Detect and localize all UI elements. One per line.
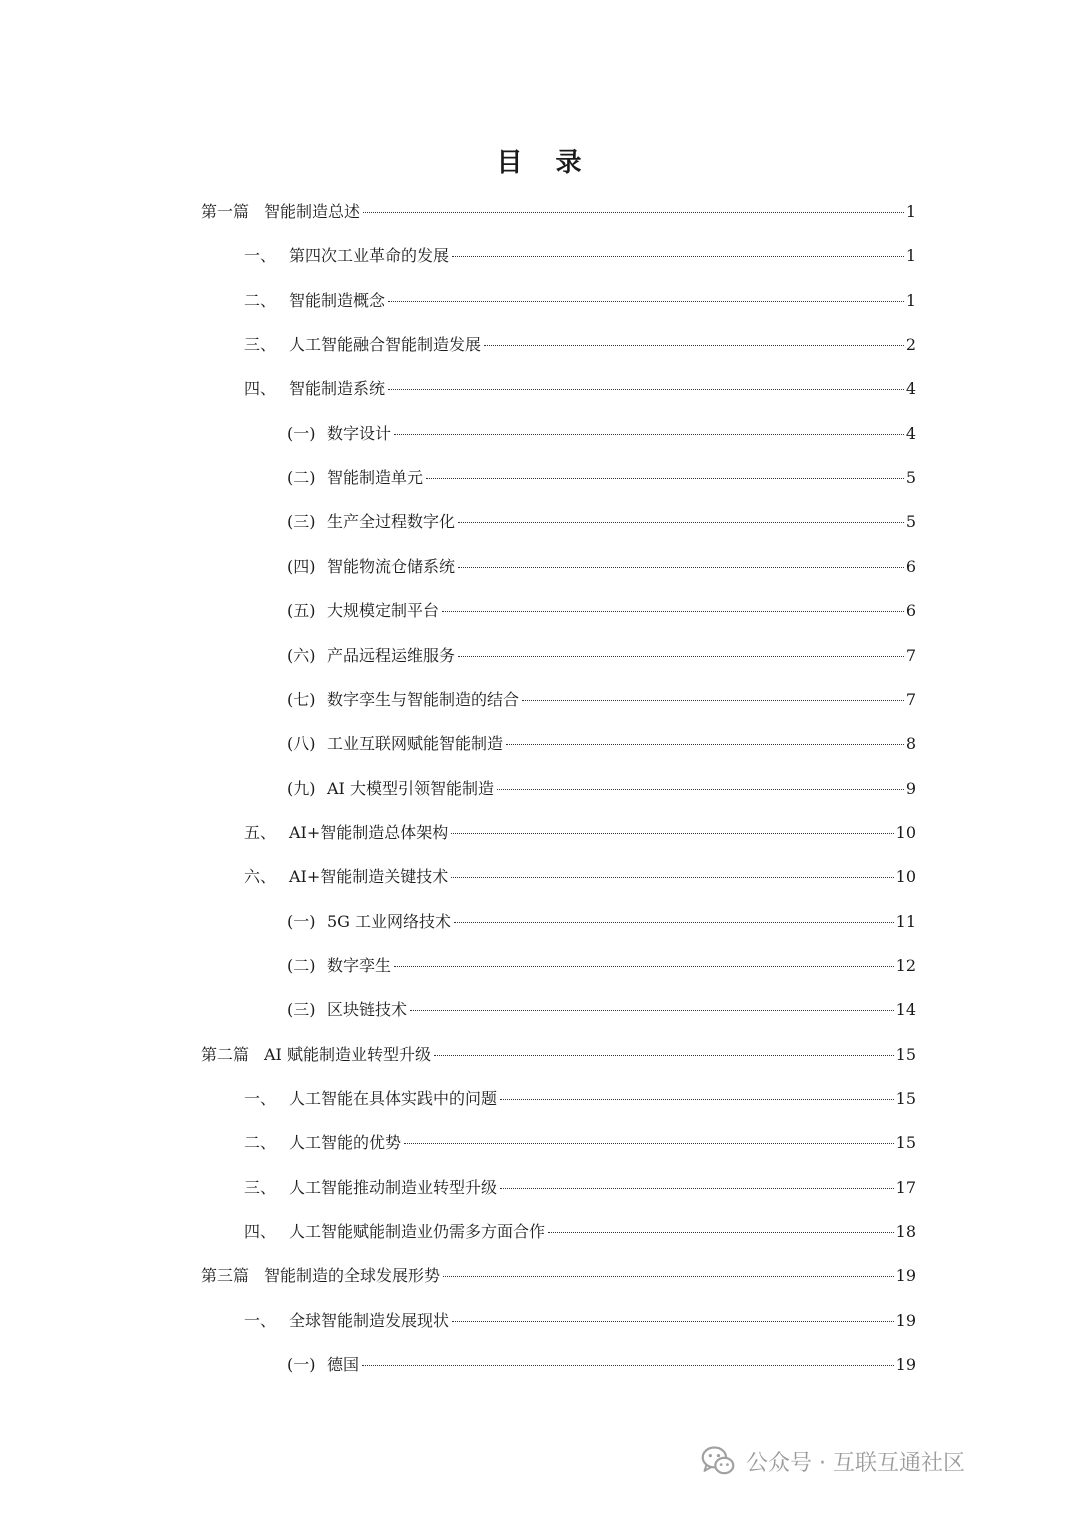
toc-entry-title: 5G 工业网络技术 (327, 912, 452, 931)
toc-entry-number: 四、 (244, 379, 277, 398)
toc-entry-title: AI 赋能制造业转型升级 (264, 1045, 431, 1064)
toc-entry-page-number: 5 (905, 468, 916, 487)
toc-entry[interactable] (287, 1354, 916, 1376)
toc-entry-page-number: 15 (895, 1089, 916, 1108)
toc-entry-title: 人工智能赋能制造业仍需多方面合作 (289, 1222, 546, 1241)
toc-entry-title: 数字设计 (327, 424, 392, 443)
toc-leader-dots (362, 1365, 894, 1366)
toc-entry[interactable] (244, 1177, 916, 1199)
toc-entry[interactable] (287, 600, 916, 622)
toc-entry-title: 人工智能在具体实践中的问题 (289, 1089, 498, 1108)
toc-entry-page-number: 12 (895, 956, 916, 975)
toc-entry-number: (五) (287, 601, 316, 620)
toc-entry-page-number: 4 (905, 379, 916, 398)
toc-entry[interactable] (244, 866, 916, 888)
toc-entry-number: (二) (287, 956, 316, 975)
toc-entry-page-number: 4 (905, 424, 916, 443)
toc-entry-number: 第一篇 (201, 202, 250, 221)
toc-entry[interactable] (201, 201, 916, 223)
toc-leader-dots (443, 1276, 894, 1277)
toc-entry-number: 四、 (244, 1222, 277, 1241)
toc-entry-title: 数字孪生与智能制造的结合 (327, 690, 520, 709)
toc-entry-title: 人工智能推动制造业转型升级 (289, 1178, 498, 1197)
toc-entry-title: 区块链技术 (327, 1000, 408, 1019)
toc-entry[interactable] (287, 423, 916, 445)
toc-entry-title: 人工智能融合智能制造发展 (289, 335, 482, 354)
toc-entry-title: 产品远程运维服务 (327, 646, 456, 665)
toc-entry[interactable] (244, 822, 916, 844)
toc-leader-dots (458, 567, 904, 568)
toc-entry[interactable] (244, 290, 916, 312)
toc-entry-number: 一、 (244, 246, 277, 265)
toc-entry-page-number: 19 (895, 1355, 916, 1374)
toc-entry[interactable] (244, 245, 916, 267)
toc-leader-dots (363, 212, 904, 213)
toc-leader-dots (458, 656, 904, 657)
toc-leader-dots (458, 522, 904, 523)
toc-entry-title: 智能制造总述 (264, 202, 361, 221)
toc-entry-page-number: 1 (905, 291, 916, 310)
toc-entry-page-number: 2 (905, 335, 916, 354)
toc-entry[interactable] (244, 1132, 916, 1154)
toc-entry-title: 智能物流仓储系统 (327, 557, 456, 576)
toc-entry-number: (一) (287, 1355, 316, 1374)
toc-entry-number: 一、 (244, 1089, 277, 1108)
toc-entry[interactable] (244, 334, 916, 356)
toc-entry-title: 第四次工业革命的发展 (289, 246, 450, 265)
watermark (700, 1441, 965, 1481)
toc-entry[interactable] (287, 955, 916, 977)
toc-entry-page-number: 7 (905, 690, 916, 709)
toc-entry-number: (九) (287, 779, 316, 798)
toc-entry-number: (八) (287, 734, 316, 753)
watermark-text: 公众号 · 互联互通社区 (746, 1450, 965, 1476)
toc-leader-dots (500, 1188, 894, 1189)
page-title: 目 录 (496, 148, 594, 178)
toc-entry-title: 智能制造概念 (289, 291, 386, 310)
toc-entry[interactable] (287, 733, 916, 755)
toc-entry-number: 二、 (244, 1133, 277, 1152)
toc-entry-number: (二) (287, 468, 316, 487)
toc-leader-dots (388, 301, 904, 302)
toc-leader-dots (410, 1010, 894, 1011)
toc-entry-title: 工业互联网赋能智能制造 (327, 734, 504, 753)
toc-entry-page-number: 10 (895, 867, 916, 886)
toc-entry-number: (三) (287, 512, 316, 531)
toc-entry-title: AI 大模型引领智能制造 (327, 779, 494, 798)
toc-leader-dots (452, 1321, 894, 1322)
toc-entry-page-number: 1 (905, 246, 916, 265)
toc-leader-dots (452, 256, 904, 257)
toc-entry-number: 一、 (244, 1311, 277, 1330)
toc-entry-title: 人工智能的优势 (289, 1133, 402, 1152)
toc-entry-number: (三) (287, 1000, 316, 1019)
toc-entry-title: 全球智能制造发展现状 (289, 1311, 450, 1330)
toc-leader-dots (404, 1143, 894, 1144)
toc-entry-number: (一) (287, 424, 316, 443)
toc-leader-dots (500, 1099, 894, 1100)
toc-entry-page-number: 5 (905, 512, 916, 531)
toc-entry-number: 六、 (244, 867, 277, 886)
toc-leader-dots (484, 345, 904, 346)
toc-leader-dots (451, 877, 893, 878)
toc-entry[interactable] (244, 1088, 916, 1110)
toc-entry-page-number: 7 (905, 646, 916, 665)
toc-entry[interactable] (287, 999, 916, 1021)
toc-entry-number: 三、 (244, 335, 277, 354)
toc-entry[interactable] (244, 378, 916, 400)
toc-entry-page-number: 10 (895, 823, 916, 842)
toc-entry-number: (六) (287, 646, 316, 665)
toc-entry[interactable] (244, 1221, 916, 1243)
toc-entry-page-number: 6 (905, 557, 916, 576)
toc-leader-dots (434, 1055, 894, 1056)
toc-entry-title: AI+智能制造总体架构 (289, 823, 449, 842)
toc-leader-dots (497, 789, 904, 790)
toc-leader-dots (394, 966, 894, 967)
toc-entry[interactable] (287, 556, 916, 578)
toc-entry-page-number: 6 (905, 601, 916, 620)
toc-leader-dots (506, 744, 904, 745)
toc-leader-dots (451, 833, 893, 834)
toc-entry-page-number: 17 (895, 1178, 916, 1197)
toc-entry-title: 大规模定制平台 (327, 601, 440, 620)
toc-entry[interactable] (287, 778, 916, 800)
toc-entry-title: 德国 (327, 1355, 360, 1374)
toc-entry[interactable] (201, 1044, 916, 1066)
toc-entry-title: 数字孪生 (327, 956, 392, 975)
toc-entry-page-number: 15 (895, 1045, 916, 1064)
toc-entry[interactable] (287, 689, 916, 711)
toc-entry-number: 第三篇 (201, 1266, 250, 1285)
toc-entry[interactable] (287, 511, 916, 533)
toc-entry-number: (一) (287, 912, 316, 931)
toc-entry-page-number: 14 (895, 1000, 916, 1019)
toc-entry-page-number: 15 (895, 1133, 916, 1152)
toc-entry-page-number: 9 (905, 779, 916, 798)
toc-entry[interactable] (244, 1310, 916, 1332)
toc-entry-page-number: 11 (895, 912, 916, 931)
toc-leader-dots (442, 611, 904, 612)
toc-entry-page-number: 18 (895, 1222, 916, 1241)
toc-leader-dots (548, 1232, 894, 1233)
toc-entry-number: 二、 (244, 291, 277, 310)
toc-entry-page-number: 19 (895, 1311, 916, 1330)
toc-leader-dots (394, 434, 904, 435)
toc-entry-number: 第二篇 (201, 1045, 250, 1064)
toc-entry-title: AI+智能制造关键技术 (289, 867, 449, 886)
toc-entry-page-number: 8 (905, 734, 916, 753)
toc-entry[interactable] (287, 911, 916, 933)
toc-leader-dots (426, 478, 904, 479)
toc-entry-page-number: 1 (905, 202, 916, 221)
toc-entry[interactable] (287, 645, 916, 667)
toc-leader-dots (522, 700, 904, 701)
toc-entry-number: 三、 (244, 1178, 277, 1197)
toc-entry-number: 五、 (244, 823, 277, 842)
toc-entry[interactable] (201, 1265, 916, 1287)
toc-entry-title: 生产全过程数字化 (327, 512, 456, 531)
toc-entry[interactable] (287, 467, 916, 489)
toc-entry-title: 智能制造的全球发展形势 (264, 1266, 441, 1285)
toc-entry-page-number: 19 (895, 1266, 916, 1285)
toc-leader-dots (454, 922, 894, 923)
toc-leader-dots (388, 389, 904, 390)
toc-entry-number: (四) (287, 557, 316, 576)
wechat-icon (700, 1443, 736, 1479)
toc-entry-title: 智能制造单元 (327, 468, 424, 487)
toc-entry-number: (七) (287, 690, 316, 709)
toc-entry-title: 智能制造系统 (289, 379, 386, 398)
